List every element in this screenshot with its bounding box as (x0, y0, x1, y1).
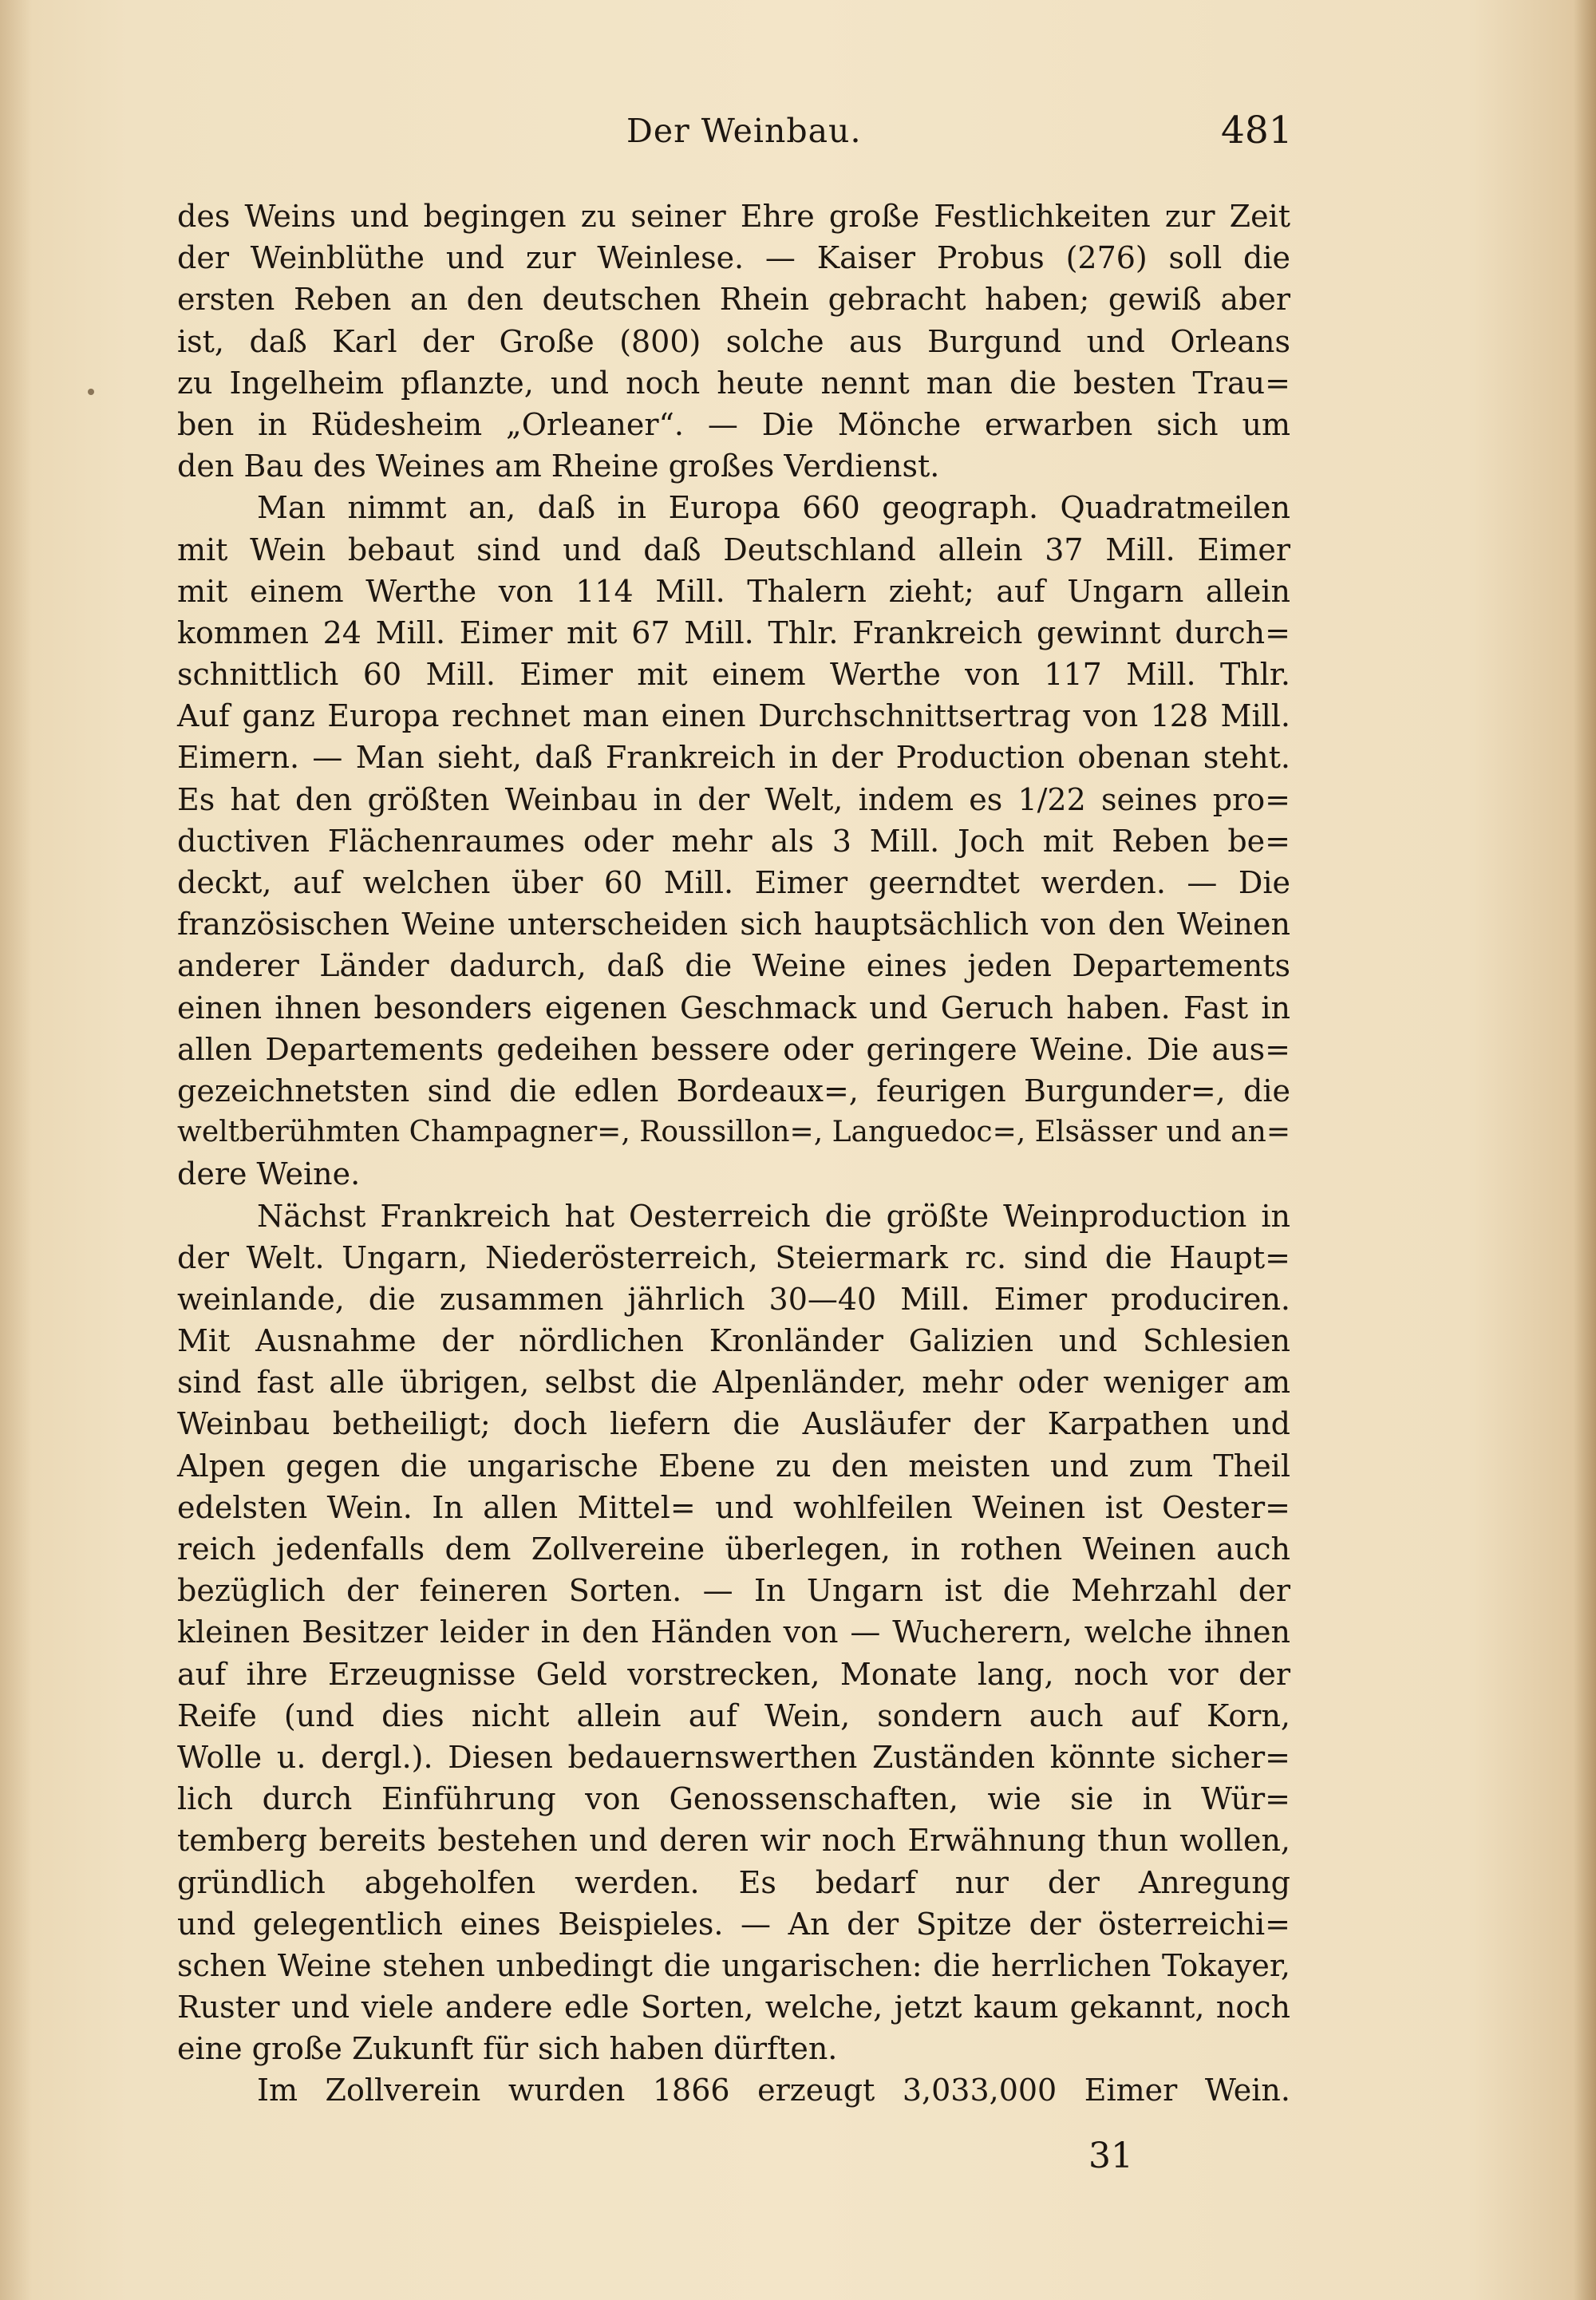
text-line: weltberühmten Champagner=, Roussillon=, Languedoc=, Elsässer und an= (177, 1116, 1290, 1149)
text-line: Eimern. — Man sieht, daß Frankreich in der Production obenan steht. (177, 740, 1290, 776)
text-line: Alpen gegen die ungarische Ebene zu den meisten und zum Theil (177, 1448, 1290, 1484)
text-line: anderer Länder dadurch, daß die Weine eines jeden Departements (177, 948, 1290, 984)
text-line: lich durch Einführung von Genossenschaften, wie sie in Wür= (177, 1781, 1290, 1817)
text-line: Im Zollverein wurden 1866 erzeugt 3,033,000 Eimer Wein. (257, 2073, 1290, 2108)
paper-spot (88, 389, 94, 395)
signature-mark: 31 (1088, 2136, 1133, 2176)
text-line: Wolle u. dergl.). Diesen bedauernswerthen Zuständen könnte sicher= (177, 1739, 1290, 1775)
text-line: schen Weine stehen unbedingt die ungarischen: die herrlichen Tokayer, (177, 1947, 1290, 1983)
text-line: Es hat den größten Weinbau in der Welt, indem es 1/22 seines pro= (177, 781, 1290, 817)
text-line: zu Ingelheim pflanzte, und noch heute nennt man die besten Trau= (177, 365, 1290, 401)
text-line: und gelegentlich eines Beispieles. — An der Spitze der österreichi= (177, 1906, 1290, 1942)
text-line: Man nimmt an, daß in Europa 660 geograph. Quadratmeilen (257, 490, 1290, 526)
text-line: weinlande, die zusammen jährlich 30—40 Mill. Eimer produciren. (177, 1281, 1290, 1317)
text-line: Nächst Frankreich hat Oesterreich die größte Weinproduction in (257, 1198, 1290, 1234)
text-line: der Weinblüthe und zur Weinlese. — Kaiser Probus (276) soll die (177, 240, 1290, 276)
text-line: dere Weine. (177, 1156, 361, 1192)
text-line: kleinen Besitzer leider in den Händen von — Wucherern, welche ihnen (177, 1614, 1290, 1650)
text-line: gründlich abgeholfen werden. Es bedarf nur der Anregung (177, 1864, 1290, 1900)
text-line: ersten Reben an den deutschen Rhein gebracht haben; gewiß aber (177, 282, 1290, 318)
text-line: der Welt. Ungarn, Niederösterreich, Steiermark rc. sind die Haupt= (177, 1239, 1290, 1275)
text-line: ben in Rüdesheim „Orleaner“. — Die Mönche erwarben sich um (177, 406, 1290, 442)
text-line: reich jedenfalls dem Zollvereine überlegen, in rothen Weinen auch (177, 1531, 1290, 1567)
gutter-shadow (0, 0, 32, 2300)
text-line: allen Departements gedeihen bessere oder geringere Weine. Die aus= (177, 1031, 1290, 1067)
page-number: 481 (1221, 109, 1293, 152)
text-line: ist, daß Karl der Große (800) solche aus Burgund und Orleans (177, 323, 1290, 359)
body-text (177, 196, 1290, 2112)
text-line: Auf ganz Europa rechnet man einen Durchschnittsertrag von 128 Mill. (177, 698, 1290, 734)
text-line: auf ihre Erzeugnisse Geld vorstrecken, Monate lang, noch vor der (177, 1656, 1290, 1692)
text-line: kommen 24 Mill. Eimer mit 67 Mill. Thlr. Frankreich gewinnt durch= (177, 615, 1290, 650)
text-line: einen ihnen besonders eigenen Geschmack und Geruch haben. Fast in (177, 990, 1290, 1026)
text-line: mit Wein bebaut sind und daß Deutschland allein 37 Mill. Eimer (177, 532, 1290, 567)
text-line: temberg bereits bestehen und deren wir noch Erwähnung thun wollen, (177, 1823, 1290, 1859)
text-line: sind fast alle übrigen, selbst die Alpenländer, mehr oder weniger am (177, 1365, 1290, 1401)
text-line: den Bau des Weines am Rheine großes Verdienst. (177, 449, 940, 484)
text-line: Mit Ausnahme der nördlichen Kronländer Galizien und Schlesien (177, 1323, 1290, 1359)
text-line: bezüglich der feineren Sorten. — In Ungarn ist die Mehrzahl der (177, 1573, 1290, 1609)
text-line: deckt, auf welchen über 60 Mill. Eimer geerndtet werden. — Die (177, 865, 1290, 900)
text-line: Weinbau betheiligt; doch liefern die Ausläufer der Karpathen und (177, 1406, 1290, 1442)
text-line: schnittlich 60 Mill. Eimer mit einem Werthe von 117 Mill. Thlr. (177, 657, 1290, 693)
text-line: Reife (und dies nicht allein auf Wein, sondern auch auf Korn, (177, 1697, 1290, 1733)
text-line: Ruster und viele andere edle Sorten, welche, jetzt kaum gekannt, noch (177, 1990, 1290, 2025)
running-head: Der Weinbau. (626, 112, 862, 150)
text-line: edelsten Wein. In allen Mittel= und wohlfeilen Weinen ist Oester= (177, 1489, 1290, 1525)
text-line: ductiven Flächenraumes oder mehr als 3 Mill. Joch mit Reben be= (177, 823, 1290, 859)
text-line: eine große Zukunft für sich haben dürften. (177, 2031, 838, 2067)
text-line: gezeichnetsten sind die edlen Bordeaux=, feurigen Burgunder=, die (177, 1073, 1290, 1109)
text-line: des Weins und begingen zu seiner Ehre große Festlichkeiten zur Zeit (177, 199, 1290, 234)
page-edge-shadow (1574, 0, 1596, 2300)
text-line: französischen Weine unterscheiden sich hauptsächlich von den Weinen (177, 907, 1290, 943)
text-line: mit einem Werthe von 114 Mill. Thalern zieht; auf Ungarn allein (177, 573, 1290, 609)
